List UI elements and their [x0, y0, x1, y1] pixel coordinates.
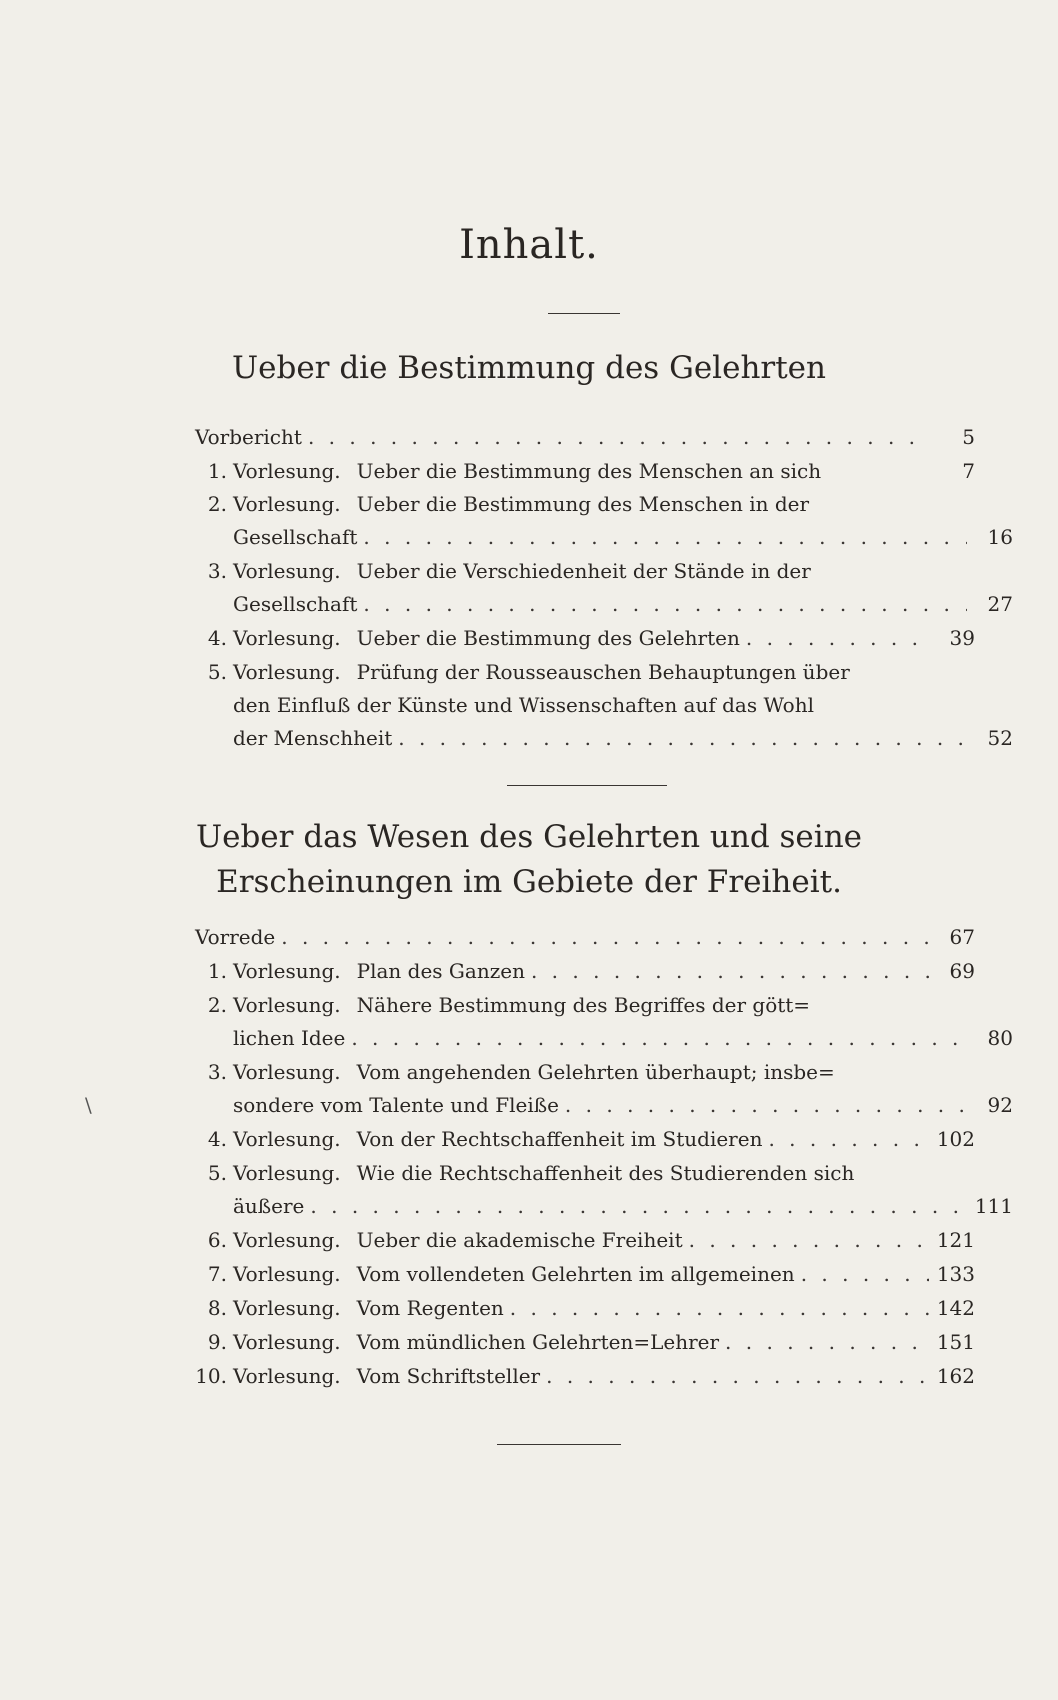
toc-entry-s1-l1 [195, 454, 975, 488]
page-number: 151 [936, 1330, 975, 1354]
entry-label: Vorlesung. [233, 1262, 341, 1286]
toc-entry-s1-l2-cont [195, 520, 1013, 554]
entry-title-cont: den Einfluß der Künste und Wissenschaften auf das Wohl [233, 693, 814, 717]
entry-title: Nähere Bestimmung des Begriffes der gött= [356, 993, 811, 1017]
page-number: 5 [962, 425, 975, 449]
toc-entry-s2-l5 [195, 1156, 975, 1190]
divider-middle [507, 785, 667, 786]
toc-entry-s2-l1 [195, 954, 975, 988]
entry-title-cont: äußere [233, 1194, 305, 1218]
entry-title: Plan des Ganzen [356, 959, 525, 983]
toc-entry-s2-l9 [195, 1325, 975, 1359]
stray-mark: \ [85, 1093, 92, 1117]
toc-entry-s2-l3-cont [195, 1088, 1013, 1122]
entry-label: Vorlesung. [233, 1364, 341, 1388]
entry-title-cont: Gesellschaft [233, 525, 358, 549]
entry-label: Vorlesung. [233, 993, 341, 1017]
entry-label: Vorlesung. [233, 1127, 341, 1151]
toc-entry-vorrede [195, 920, 975, 954]
dot-leader [565, 1088, 967, 1122]
page-number: 39 [949, 626, 975, 650]
entry-label: Vorlesung. [233, 1296, 341, 1320]
entry-title: Vorbericht [195, 425, 302, 449]
toc-entry-s1-l4 [195, 621, 975, 655]
entry-title: Von der Rechtschaffenheit im Studieren [356, 1127, 763, 1151]
section1-heading: Ueber die Bestimmung des Gelehrten [232, 350, 826, 386]
page-title: Inhalt. [459, 222, 599, 268]
dot-leader [281, 920, 929, 954]
entry-title: Wie die Rechtschaffenheit des Studierenden sich [356, 1161, 855, 1185]
entry-number: 8. [207, 1296, 227, 1320]
dot-leader [546, 1359, 929, 1393]
toc-entry-s1-l3 [195, 554, 975, 588]
divider-bottom [497, 1444, 621, 1445]
page-number: 162 [936, 1364, 975, 1388]
toc-entry-s2-l2-cont [195, 1021, 1013, 1055]
toc-entry-s1-l3-cont [195, 587, 1013, 621]
page-number: 52 [987, 726, 1013, 750]
entry-title: Ueber die Bestimmung des Gelehrten [356, 626, 740, 650]
dot-leader [689, 1223, 929, 1257]
entry-title: Vom vollendeten Gelehrten im allgemeinen [356, 1262, 795, 1286]
entry-label: Vorlesung. [233, 626, 341, 650]
entry-number: 6. [207, 1228, 227, 1252]
section2-heading-line2: Erscheinungen im Gebiete der Freiheit. [216, 864, 842, 900]
entry-number: 2. [207, 993, 227, 1017]
entry-number: 10. [195, 1364, 227, 1388]
entry-title: Ueber die Bestimmung des Menschen an sich [356, 459, 822, 483]
page-number: 7 [962, 459, 975, 483]
entry-title: Vom Regenten [356, 1296, 504, 1320]
page-number: 80 [987, 1026, 1013, 1050]
page-number: 111 [974, 1194, 1013, 1218]
toc-entry-vorbericht [195, 420, 975, 454]
entry-title: Vom mündlichen Gelehrten=Lehrer [356, 1330, 720, 1354]
toc-entry-s2-l3 [195, 1055, 975, 1089]
entry-number: 2. [207, 492, 227, 516]
toc-entry-s1-l5-cont2 [195, 721, 1013, 755]
dot-leader [363, 520, 967, 554]
entry-title-cont: lichen Idee [233, 1026, 346, 1050]
page-number: 121 [936, 1228, 975, 1252]
dot-leader [531, 954, 929, 988]
toc-entry-s2-l4 [195, 1122, 975, 1156]
dot-leader [768, 1122, 929, 1156]
dot-leader [398, 721, 967, 755]
entry-label: Vorlesung. [233, 559, 341, 583]
page-number: 133 [936, 1262, 975, 1286]
toc-entry-s1-l5 [195, 655, 975, 689]
dot-leader [351, 1021, 967, 1055]
page-number: 102 [936, 1127, 975, 1151]
entry-number: 5. [207, 1161, 227, 1185]
entry-title: Ueber die Bestimmung des Menschen in der [356, 492, 810, 516]
toc-entry-s1-l5-cont1 [195, 688, 1013, 722]
entry-title-cont: sondere vom Talente und Fleiße [233, 1093, 559, 1117]
entry-number: 1. [207, 459, 227, 483]
entry-number: 4. [207, 626, 227, 650]
toc-entry-s2-l6 [195, 1223, 975, 1257]
toc-entry-s2-l10 [195, 1359, 975, 1393]
entry-title: Ueber die akademische Freiheit [356, 1228, 683, 1252]
entry-title: Vorrede [195, 925, 276, 949]
entry-label: Vorlesung. [233, 1161, 341, 1185]
entry-number: 5. [207, 660, 227, 684]
section2-heading-line1: Ueber das Wesen des Gelehrten und seine [195, 819, 862, 855]
entry-label: Vorlesung. [233, 492, 341, 516]
entry-title: Ueber die Verschiedenheit der Stände in der [356, 559, 811, 583]
entry-number: 1. [207, 959, 227, 983]
dot-leader [725, 1325, 929, 1359]
toc-entry-s2-l2 [195, 988, 975, 1022]
entry-number: 7. [207, 1262, 227, 1286]
entry-title-cont: Gesellschaft [233, 592, 358, 616]
entry-number: 3. [207, 1060, 227, 1084]
toc-entry-s1-l2 [195, 487, 975, 521]
toc-entry-s2-l5-cont [195, 1189, 1013, 1223]
entry-label: Vorlesung. [233, 459, 341, 483]
dot-leader [746, 621, 929, 655]
dot-leader [363, 587, 967, 621]
entry-label: Vorlesung. [233, 1060, 341, 1084]
page-number: 16 [987, 525, 1013, 549]
page-number: 92 [987, 1093, 1013, 1117]
entry-number: 3. [207, 559, 227, 583]
page-number: 27 [987, 592, 1013, 616]
page-number: 69 [949, 959, 975, 983]
divider-top [548, 313, 620, 314]
toc-entry-s2-l7 [195, 1257, 975, 1291]
entry-title: Prüfung der Rousseauschen Behauptungen über [356, 660, 850, 684]
entry-title: Vom Schriftsteller [356, 1364, 541, 1388]
entry-label: Vorlesung. [233, 959, 341, 983]
entry-number: 9. [207, 1330, 227, 1354]
dot-leader [310, 1189, 967, 1223]
entry-label: Vorlesung. [233, 1330, 341, 1354]
page-number: 142 [936, 1296, 975, 1320]
dot-leader [308, 420, 929, 454]
toc-entry-s2-l8 [195, 1291, 975, 1325]
dot-leader [801, 1257, 929, 1291]
entry-title-cont: der Menschheit [233, 726, 393, 750]
page-number: 67 [949, 925, 975, 949]
entry-number: 4. [207, 1127, 227, 1151]
dot-leader [510, 1291, 929, 1325]
entry-title: Vom angehenden Gelehrten überhaupt; insbe= [356, 1060, 835, 1084]
entry-label: Vorlesung. [233, 1228, 341, 1252]
entry-label: Vorlesung. [233, 660, 341, 684]
